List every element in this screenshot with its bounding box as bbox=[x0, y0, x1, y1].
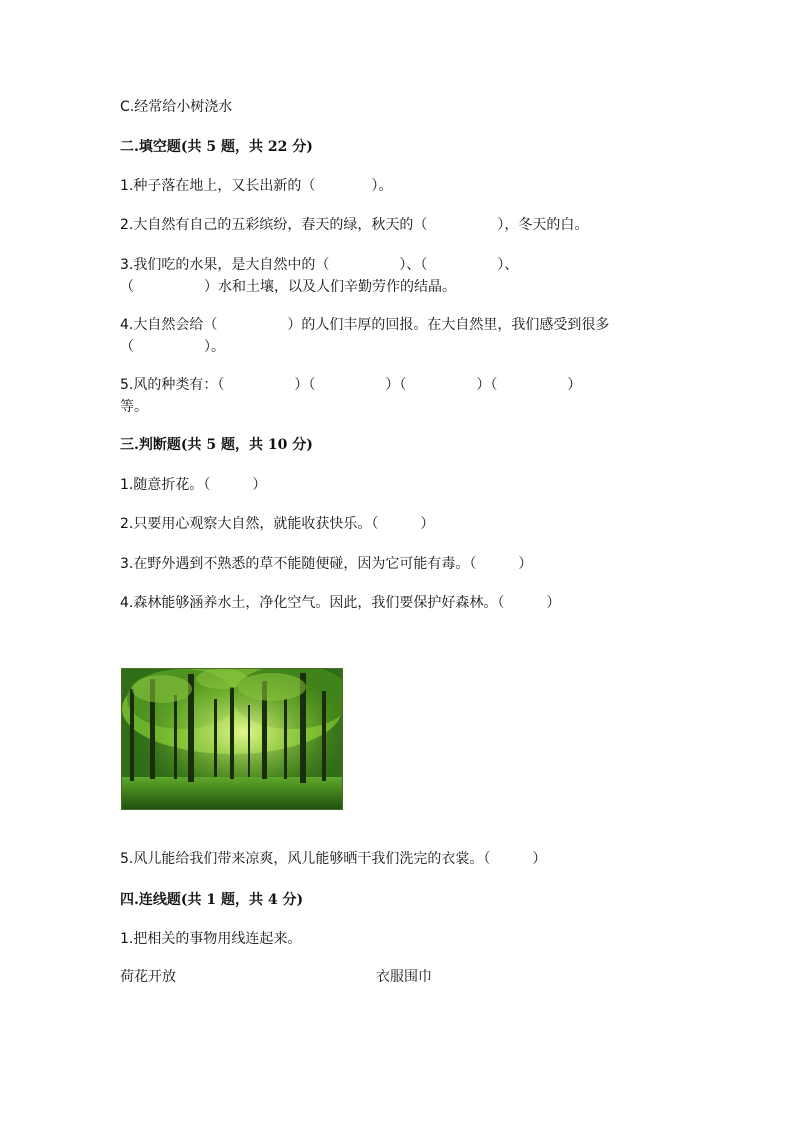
question-2-2: 2.大自然有自己的五彩缤纷，春天的绿，秋天的（ ），冬天的白。 bbox=[120, 217, 589, 233]
match-left-item: 荷花开放 bbox=[120, 969, 176, 985]
question-3-5: 5.风儿能给我们带来凉爽，风儿能够晒干我们洗完的衣裳。（ ） bbox=[120, 851, 547, 867]
question-2-4-line2: （ ）。 bbox=[120, 339, 225, 355]
question-3-1: 1.随意折花。（ ） bbox=[120, 477, 267, 493]
section-2-title: 二.填空题(共 5 题，共 22 分) bbox=[120, 139, 313, 155]
question-3-2: 2.只要用心观察大自然，就能收获快乐。（ ） bbox=[120, 516, 435, 532]
forest-photo-icon bbox=[121, 668, 343, 810]
question-3-3: 3.在野外遇到不熟悉的草不能随便碰，因为它可能有毒。（ ） bbox=[120, 556, 533, 572]
section-3-title: 三.判断题(共 5 题，共 10 分) bbox=[120, 437, 313, 453]
question-2-5-line1: 5.风的种类有：（ ）（ ）（ ）（ ） bbox=[120, 377, 582, 393]
question-2-4-line1: 4.大自然会给（ ）的人们丰厚的回报。在大自然里，我们感受到很多 bbox=[120, 317, 610, 333]
question-2-3-line2: （ ）水和土壤，以及人们辛勤劳作的结晶。 bbox=[120, 279, 456, 295]
match-right-item: 衣服围巾 bbox=[376, 969, 432, 985]
question-2-1: 1.种子落在地上，又长出新的（ ）。 bbox=[120, 178, 393, 194]
question-2-3-line1: 3.我们吃的水果，是大自然中的（ ）、（ ）、 bbox=[120, 257, 519, 273]
question-2-5-line2: 等。 bbox=[120, 399, 148, 415]
section-4-title: 四.连线题(共 1 题，共 4 分) bbox=[120, 892, 304, 908]
option-c: C.经常给小树浇水 bbox=[120, 99, 233, 115]
question-3-4: 4.森林能够涵养水土，净化空气。因此，我们要保护好森林。（ ） bbox=[120, 595, 561, 611]
question-4-1: 1.把相关的事物用线连起来。 bbox=[120, 931, 302, 947]
